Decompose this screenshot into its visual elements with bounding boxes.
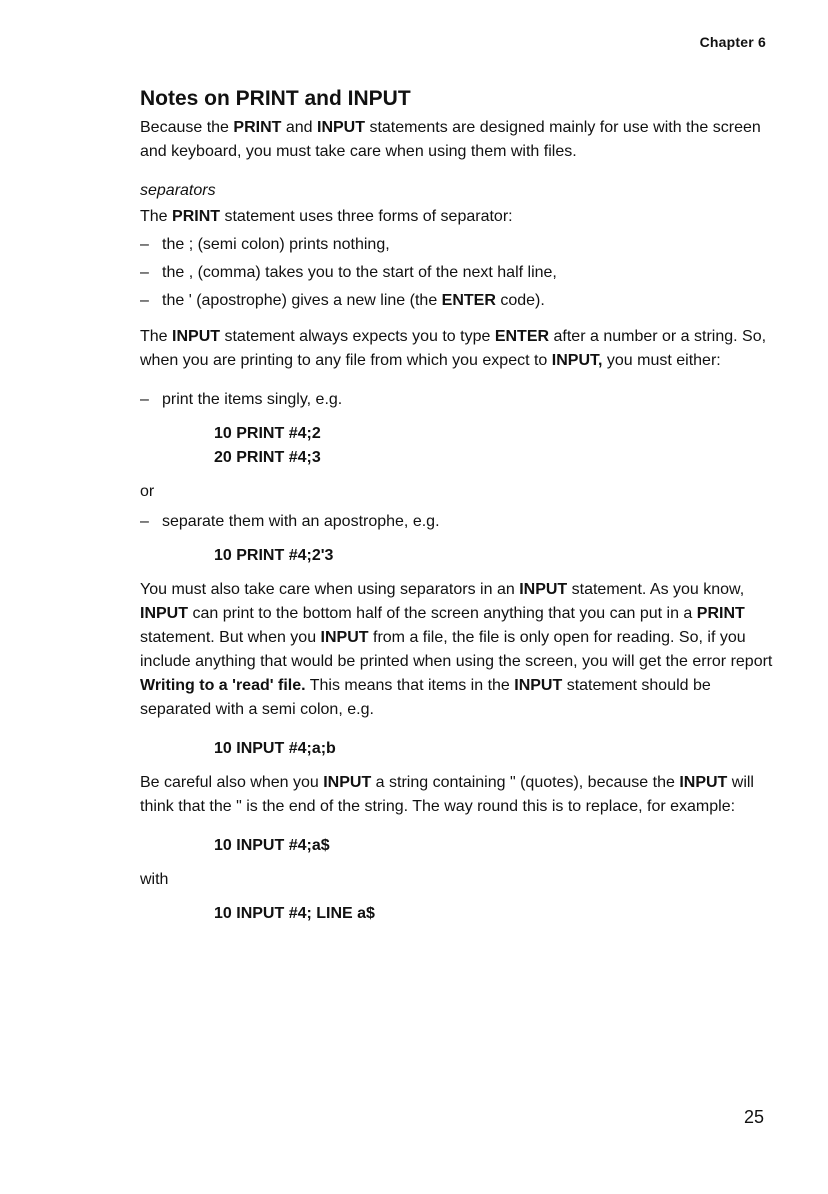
text-run: statements are designed mainly for use with the screen and keyboard, you must take care when using them with files. — [140, 119, 761, 160]
bold-keyword: INPUT — [140, 605, 188, 622]
separator-item-apostrophe: – the ' (apostrophe) gives a new line (the ENTER code). — [140, 292, 545, 309]
text-run: statement. As you know, — [567, 581, 745, 598]
page-number: 25 — [743, 1107, 764, 1127]
separator-item-semicolon: – the ; (semi colon) prints nothing, — [140, 236, 390, 253]
chapter-header: Chapter 6 — [699, 34, 766, 50]
code-block-three — [140, 737, 780, 761]
bold-keyword: INPUT, — [551, 352, 603, 369]
or-text: or — [140, 483, 155, 500]
code-line: 10 PRINT #4;2 — [214, 425, 321, 442]
code-block-one — [140, 422, 780, 470]
text-run: Be careful also when you — [140, 774, 324, 791]
code-line: 10 PRINT #4;2'3 — [214, 547, 334, 564]
bold-keyword: INPUT — [323, 774, 372, 791]
text-run: code). — [495, 292, 545, 309]
option-one: – print the items singly, e.g. — [140, 391, 343, 408]
text-run: from a file, the file is only open for reading. So, if you include anything that would be printed when using the screen, you will get the error report — [140, 629, 773, 670]
code-block-two — [140, 544, 780, 568]
text-run: can print to the bottom half of the screen anything that you can put in a — [188, 605, 697, 622]
text-run: a string containing " (quotes), because the — [371, 774, 680, 791]
bold-keyword: INPUT — [317, 119, 365, 136]
separators-input-paragraph — [140, 578, 780, 722]
bold-keyword: INPUT — [172, 328, 221, 345]
code-line: 10 INPUT #4;a$ — [214, 837, 330, 854]
code-block-four — [140, 834, 780, 858]
text-run: The — [140, 208, 173, 225]
separator-item-comma: – the , (comma) takes you to the start of the next half line, — [140, 264, 557, 281]
separators-lead — [140, 205, 780, 229]
text-run: This means that items in the — [305, 677, 515, 694]
bold-keyword: ENTER — [441, 292, 496, 309]
text-run: statement uses three forms of separator: — [220, 208, 513, 225]
text-run: statement should be separated with a semi colon, e.g. — [140, 677, 711, 718]
page-content — [140, 86, 780, 936]
bold-keyword: INPUT — [679, 774, 728, 791]
bold-keyword: INPUT — [519, 581, 568, 598]
text-run: and — [281, 119, 317, 136]
text-run: you must either: — [602, 352, 721, 369]
with-text: with — [140, 871, 169, 888]
intro-paragraph — [140, 116, 780, 164]
bold-keyword: Writing to a 'read' file. — [140, 677, 306, 694]
bold-keyword: INPUT — [514, 677, 563, 694]
option-two: – separate them with an apostrophe, e.g. — [140, 513, 440, 530]
text-run: You must also take care when using separators in an — [140, 581, 520, 598]
bold-keyword: PRINT — [233, 119, 282, 136]
separator-list — [140, 233, 780, 313]
code-line: 10 INPUT #4; LINE a$ — [214, 905, 375, 922]
bold-keyword: INPUT — [320, 629, 369, 646]
text-run: the ; (semi colon) prints nothing, — [162, 236, 390, 253]
code-block-five — [140, 902, 780, 926]
code-line: 20 PRINT #4;3 — [214, 449, 321, 466]
bold-keyword: PRINT — [696, 605, 745, 622]
text-run: statement always expects you to type — [220, 328, 495, 345]
text-run: The — [140, 328, 173, 345]
bold-keyword: PRINT — [172, 208, 221, 225]
text-run: the ' (apostrophe) gives a new line (the — [162, 292, 442, 309]
bold-keyword: ENTER — [494, 328, 550, 345]
text-run: Because the — [140, 119, 234, 136]
section-title: Notes on PRINT and INPUT — [140, 87, 411, 110]
code-line: 10 INPUT #4;a;b — [214, 740, 336, 757]
text-run: statement. But when you — [140, 629, 321, 646]
text-run: after a number or a string. So, when you are printing to any file from which you expect to — [140, 328, 767, 369]
text-run: will think that the " is the end of the string. The way round this is to replace, for example: — [140, 774, 754, 815]
input-paragraph — [140, 325, 780, 373]
quotes-paragraph — [140, 771, 780, 819]
text-run: the , (comma) takes you to the start of the next half line, — [162, 264, 557, 281]
separators-subheading: separators — [140, 182, 216, 199]
